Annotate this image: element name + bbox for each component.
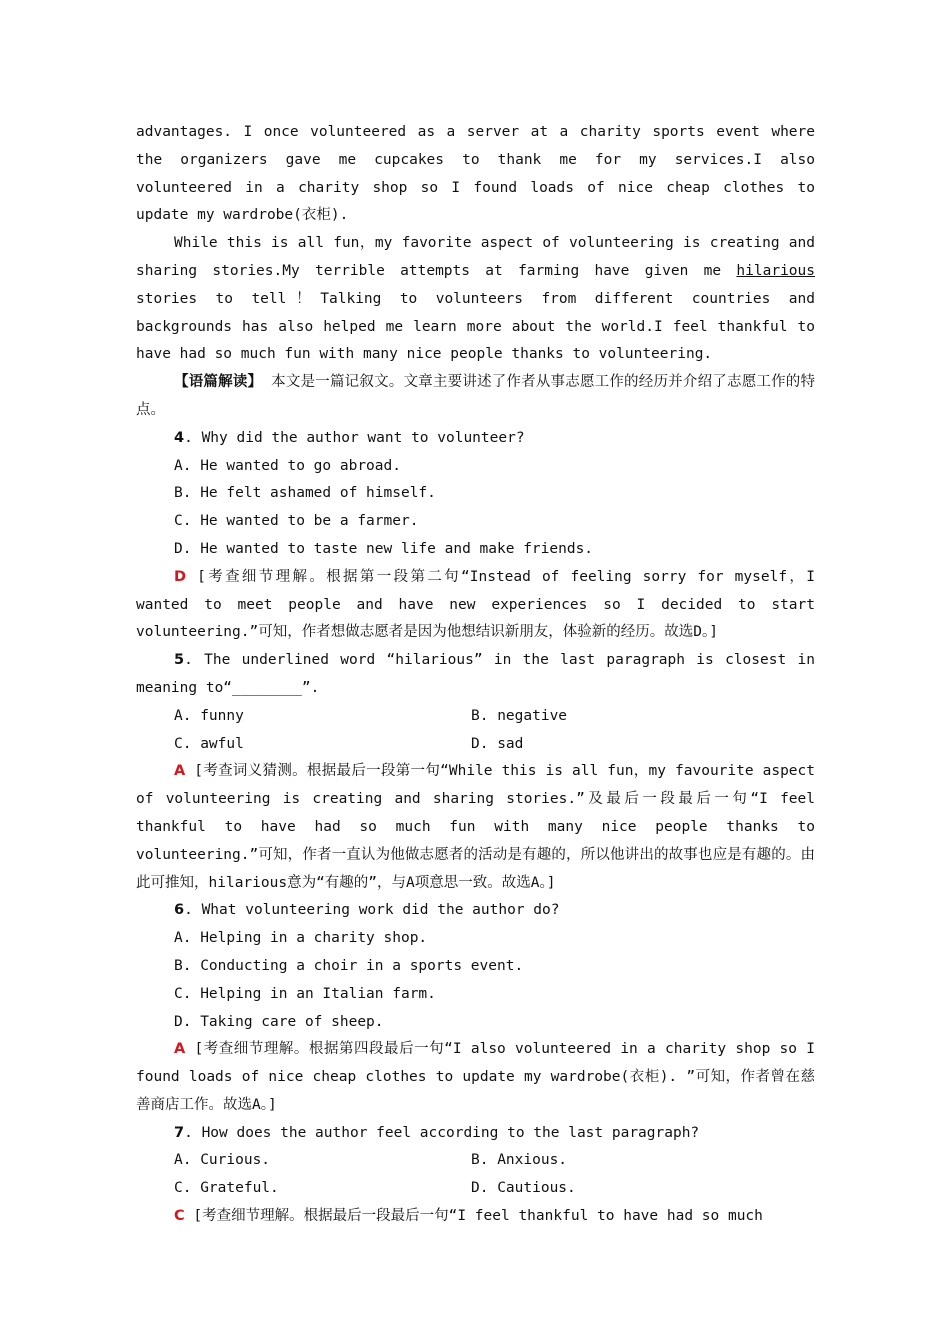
- analysis-label: 【语篇解读】: [174, 374, 263, 391]
- answer-letter: A: [174, 763, 186, 780]
- document-page: [136, 119, 815, 1231]
- option: B. negative: [471, 707, 568, 724]
- option: D. He wanted to taste new life and make friends.: [174, 540, 594, 557]
- underlined-word: hilarious: [736, 262, 815, 279]
- option-row: [136, 703, 815, 731]
- question-6: 6. What volunteering work did the author do?: [174, 902, 560, 919]
- answer-letter: C: [174, 1208, 185, 1225]
- option: A. funny: [174, 707, 244, 724]
- answer-letter: D: [174, 568, 187, 585]
- option: C. Grateful.: [174, 1180, 279, 1197]
- option-row: [136, 1175, 815, 1203]
- option: C. awful: [174, 735, 244, 752]
- option: B. Conducting a choir in a sports event.: [174, 957, 524, 974]
- question-5: 5. The underlined word “hilarious” in the last paragraph is closest in meaning to“________”.: [136, 652, 815, 696]
- option: B. Anxious.: [471, 1152, 568, 1169]
- answer-7: C [考查细节理解。根据最后一段最后一句“I feel thankful to have had so much: [174, 1208, 763, 1225]
- passage-paragraph-5: While this is all fun，my favorite aspect of volunteering is creating and sharing stories.My terrible attempts at farming have given me hilarious stories to tell！Talking to volunteers from different countries and backgrounds has also helped me learn more about the world.I feel thankful to have had so much fun with many nice people thanks to volunteering.: [136, 235, 815, 363]
- option: C. He wanted to be a farmer.: [174, 513, 419, 530]
- option: D. sad: [471, 735, 524, 752]
- option-row: [136, 731, 815, 759]
- answer-letter: A: [174, 1041, 186, 1058]
- answer-4: D [考查细节理解。根据第一段第二句“Instead of feeling sorry for myself，I wanted to meet people and have new experiences so I decided to start volunteering.”可知，作者想做志愿者是因为他想结识新朋友，体验新的经历。故选D。]: [136, 568, 815, 641]
- option: A. He wanted to go abroad.: [174, 457, 401, 474]
- answer-6: A [考查细节理解。根据第四段最后一句“I also volunteered in a charity shop so I found loads of nice cheap clothes to update my wardrobe(衣柜). ”可知，作者曾在慈善商店工作。故选A。]: [136, 1041, 815, 1113]
- option-row: [136, 1147, 815, 1175]
- option: D. Taking care of sheep.: [174, 1013, 384, 1030]
- option: A. Helping in a charity shop.: [174, 930, 428, 947]
- passage-analysis: 【语篇解读】 本文是一篇记叙文。文章主要讲述了作者从事志愿工作的经历并介绍了志愿工作的特点。: [136, 374, 816, 418]
- question-4: 4. Why did the author want to volunteer?: [174, 429, 525, 446]
- option: C. Helping in an Italian farm.: [174, 985, 436, 1002]
- passage-paragraph-4: advantages. I once volunteered as a server at a charity sports event where the organizers gave me cupcakes to thank me for my services.I also volunteered in a charity shop so I found loads of nice cheap clothes to update my wardrobe(衣柜).: [136, 124, 815, 224]
- answer-5: A [考查词义猜测。根据最后一段第一句“While this is all fun，my favourite aspect of volunteering is creating and sharing stories.”及最后一段最后一句“I feel thankful to have had so much fun with many nice people thanks to volunteering.”可知，作者一直认为他做志愿者的活动是有趣的，所以他讲出的故事也应是有趣的。由此可推知，hilarious意为“有趣的”，与A项意思一致。故选A。]: [136, 763, 816, 891]
- option: D. Cautious.: [471, 1180, 576, 1197]
- option: A. Curious.: [174, 1152, 271, 1169]
- question-7: 7. How does the author feel according to the last paragraph?: [174, 1124, 700, 1141]
- option: B. He felt ashamed of himself.: [174, 485, 436, 502]
